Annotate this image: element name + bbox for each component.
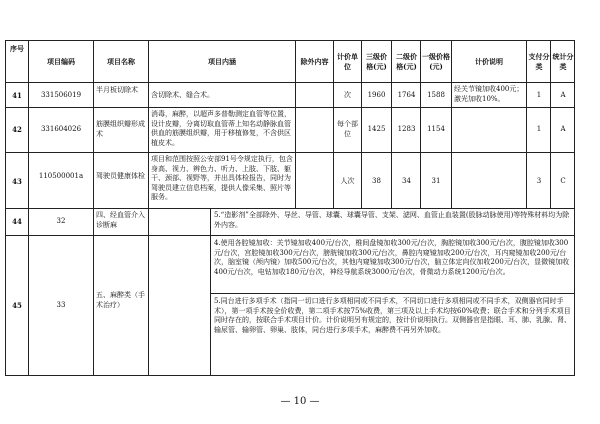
row44-text: 5.“造影剂”全部除外、导丝、导管、球囊、球囊导管、支架、滤网、血管止血装置(股脉动脉使用)等特殊材料均为除外内容。	[214, 211, 570, 229]
row43-unit: 人次	[340, 177, 355, 185]
header-price1: 一级价格(元)	[422, 52, 450, 71]
row45-text-2: 5.同台进行多项手术（指同一切口进行多项相同或不同手术，不同切口进行多项相同或不同手术，双侧器官同时手术），第一项手术按全价收费，第二项手术按75%收费，第三项及以上手术均按60%收费；联合手术和分列手术项目同时存在的，按联合手术项目计价。计价说明另有规定的，按计价说明执行。双侧器官是指眼、耳、肺、乳腺、肾、输尿管、输卵管、卵巢、肢体，同台进行多项手术，麻醉费不再另外加收。	[214, 297, 571, 334]
row42-name: 筋膜组织瓣形成术	[96, 120, 145, 138]
row45-text-1: 4.使用各腔镜加收：关节镜加收400元/台次，椎间盘镜加收300元/台次，胸腔镜加收300元/台次，腹腔镜加收300元/台次，宫腔镜加收300元/台次，膀胱镜加收300元/台次，鼻腔内窥镜加收200元/台次，耳内窥镜加收200元/台次，脑室镜（颅内镜）加收500元/台次，其他内窥镜加收300元/台次，脑立体定向仪加收200元/台次，显微镜加收400元/台次，电钻加收180元/台次，神经导航系统3000元/台次，骨微动力系统1200元/台次。	[214, 239, 570, 276]
row42-price2: 1283	[397, 125, 416, 133]
header-notes: 计价说明	[475, 57, 503, 66]
header-unit: 计价单位	[337, 52, 358, 71]
row41-seq: 41	[12, 91, 22, 100]
header-price3: 三级价格(元)	[366, 52, 387, 71]
page-number: — 10 —	[280, 396, 320, 407]
row44-num: 32	[56, 217, 66, 225]
row42-unit: 每个部位	[337, 120, 358, 138]
row42-content: 消毒，麻醉，以超声多普勒测定血管等位置，设计皮瓣，分离切取血管蒂上知名动静脉血管供血的筋膜组织瓣，用于移植修复，不含供区植皮术。	[151, 110, 291, 147]
row42-stat-class: A	[560, 125, 566, 133]
row43-stat-class: C	[560, 177, 566, 185]
row41-unit: 次	[344, 91, 351, 99]
row41-stat-class: A	[560, 91, 566, 99]
row41-content: 含切除术、缝合术。	[151, 91, 214, 99]
row44-title: 四、经血管介入诊断麻	[96, 211, 145, 229]
row43-price3: 38	[372, 177, 381, 185]
row42-payment-class: 1	[536, 125, 542, 133]
header-price2: 二级价格(元)	[396, 52, 417, 71]
row45-title: 五、麻醉类（手术治疗）	[96, 291, 145, 309]
row43-price1: 31	[431, 177, 441, 185]
row43-name: 驾驶员健康体检	[96, 172, 145, 180]
row42-price1: 1154	[427, 125, 445, 133]
row42-price3: 1425	[367, 125, 386, 133]
header-stat-class: 统计分类	[552, 52, 574, 71]
header-seq: 序号	[10, 44, 24, 53]
row41-price3: 1960	[367, 91, 386, 99]
row45-seq: 45	[12, 301, 22, 310]
row44-seq: 44	[12, 217, 22, 226]
row43-content: 项目和范围按照公安部91号令规定执行，包含身高、视力、辨色力、听力、上肢、下肢、躯干、颈部、视野等，并出具体检报告，同时为驾驶员建立信息档案，提供人像采集、照片等服务。	[151, 155, 293, 201]
row45-num: 33	[56, 301, 66, 309]
header-exclusions: 除外内容	[300, 57, 329, 66]
row42-code: 331604026	[40, 125, 82, 133]
row41-payment-class: 1	[536, 91, 542, 99]
header-code: 项目编码	[47, 57, 75, 66]
row41-notes: 经关节镜加收400元；激光加收10%。	[454, 85, 524, 103]
row43-payment-class: 3	[536, 177, 542, 185]
row43-code: 110500001a	[38, 172, 84, 180]
row42-seq: 42	[12, 125, 22, 134]
row43-price2: 34	[402, 177, 411, 185]
row43-seq: 43	[12, 177, 22, 186]
header-name: 项目名称	[107, 57, 135, 66]
row41-price1: 1588	[427, 91, 445, 99]
row41-code: 331506019	[40, 91, 82, 99]
row41-price2: 1764	[397, 91, 416, 99]
header-payment-class: 支付分类	[528, 52, 550, 71]
header-content: 项目内涵	[208, 57, 236, 66]
row41-name: 半月板切除术	[96, 86, 138, 94]
